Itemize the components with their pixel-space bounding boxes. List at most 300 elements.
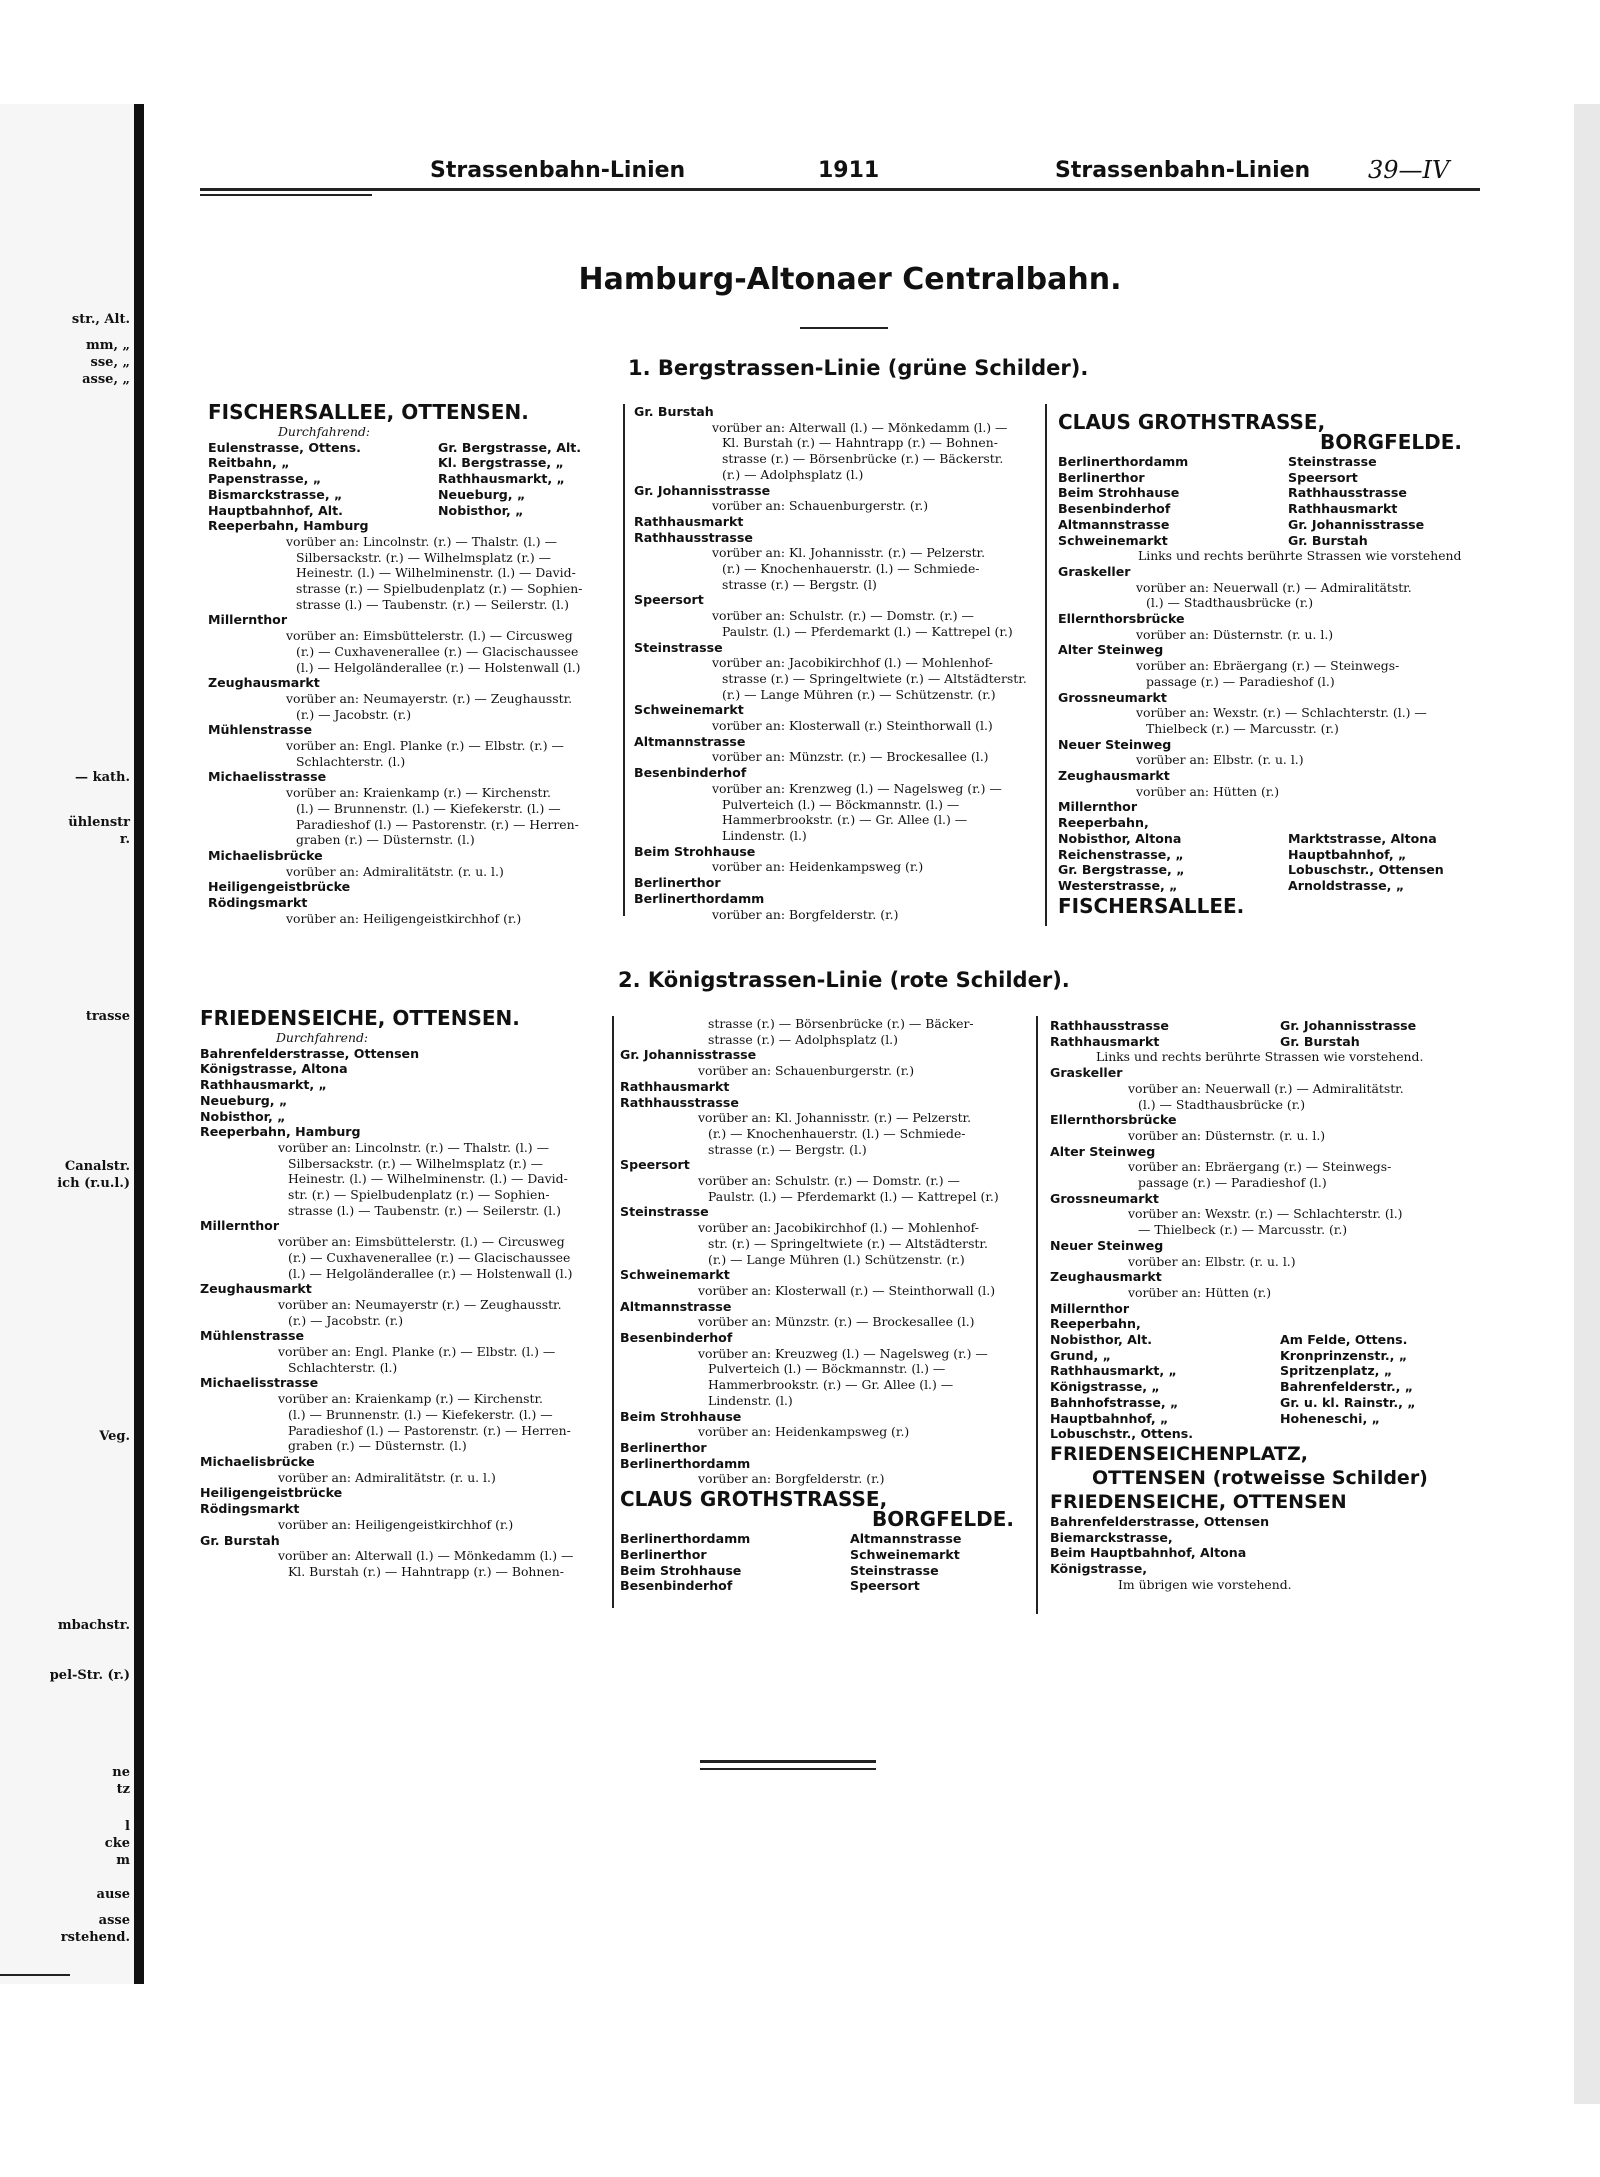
stop: Mühlenstrasse [208, 722, 313, 738]
fragment-text: ne [112, 1765, 130, 1780]
passing-streets: vorüber an: Ebräergang (r.) — Steinwegs- [1128, 1159, 1392, 1175]
passing-streets: vorüber an: Elbstr. (r. u. l.) [1128, 1253, 1296, 1269]
stop-pair [1050, 1348, 1480, 1364]
fragment-text: Canalstr. [64, 1159, 130, 1174]
passing-streets: vorüber an: Düsternstr. (r. u. l.) [1128, 1127, 1326, 1143]
left-page-fragment [0, 104, 134, 1984]
fragment-text: m [116, 1853, 130, 1868]
stop: Zeughausmarkt [1058, 768, 1170, 784]
stop: Besenbinderhof [620, 1578, 733, 1594]
stop: Millernthor [208, 612, 288, 628]
passing-streets: (r.) — Cuxhavenerallee (r.) — Glacischaussee [296, 643, 579, 659]
column-divider [612, 1016, 614, 1608]
passing-streets: (r.) — Knochenhauerstr. (l.) — Schmiede- [722, 561, 980, 577]
passing-streets: vorüber an: Engl. Planke (r.) — Elbstr. (l.) — [278, 1344, 556, 1360]
passing-streets: (l.) — Helgoländerallee (r.) — Holstenwall (l.) [296, 659, 581, 675]
stop: Biemarckstrasse, [1050, 1529, 1173, 1545]
stop: Rathhausstrasse [1050, 1018, 1169, 1033]
stop: Besenbinderhof [1058, 501, 1171, 517]
stop: Gr. Bergstrasse, Alt. [438, 439, 582, 455]
page-number: 39—IV [1368, 156, 1450, 184]
stop: Rathhausstrasse [1288, 485, 1407, 501]
passing-streets: Thielbeck (r.) — Marcusstr. (r.) [1146, 720, 1339, 736]
passing-streets: strasse (r.) — Adolphsplatz (l.) [708, 1031, 898, 1047]
passing-streets: vorüber an: Admiralitätstr. (r. u. l.) [278, 1469, 496, 1485]
stop-pair [1050, 1034, 1480, 1050]
route-terminus: FRIEDENSEICHE, OTTENSEN. [200, 1006, 520, 1030]
passing-streets: (l.) — Stadthausbrücke (r.) [1146, 595, 1314, 611]
stop: Berlinerthordamm [1058, 454, 1189, 469]
stop: Gr. Johannisstrasse [634, 482, 771, 498]
passing-streets: — Thielbeck (r.) — Marcusstr. (r.) [1138, 1222, 1348, 1238]
passing-streets: vorüber an: Kraienkamp (r.) — Kirchenstr. [286, 785, 551, 801]
stop: Rathhausmarkt [620, 1078, 730, 1094]
stop: Steinstrasse [634, 639, 723, 655]
fragment-text: str., Alt. [71, 312, 130, 327]
column-divider [1036, 1016, 1038, 1614]
passing-streets: vorüber an: Heiligengeistkirchhof (r.) [286, 910, 522, 926]
passing-streets: Schlachterstr. (l.) [296, 753, 406, 769]
stop-pair [1050, 1379, 1480, 1395]
line1-column-2 [634, 404, 1054, 922]
passing-streets: (r.) — Jacobstr. (r.) [288, 1312, 404, 1328]
route-terminus: FISCHERSALLEE, OTTENSEN. [208, 400, 529, 424]
passing-streets: passage (r.) — Paradieshof (l.) [1138, 1175, 1327, 1191]
stop: Steinstrasse [620, 1204, 709, 1220]
passing-streets: vorüber an: Heidenkampsweg (r.) [698, 1424, 910, 1440]
stop: Besenbinderhof [620, 1330, 733, 1346]
stop: Ellernthorsbrücke [1050, 1112, 1177, 1128]
stop-pair [208, 440, 628, 456]
passing-streets: vorüber an: Schulstr. (r.) — Domstr. (r.) — [698, 1173, 960, 1189]
stop: Ellernthorsbrücke [1058, 611, 1185, 627]
passing-streets: vorüber an: Schauenburgerstr. (r.) [712, 498, 929, 514]
passing-streets: vorüber an: Kl. Johannisstr. (r.) — Pelzerstr. [712, 545, 986, 561]
passing-streets: vorüber an: Elbstr. (r. u. l.) [1136, 752, 1304, 768]
passing-streets: strasse (r.) — Börsenbrücke (r.) — Bäcker- [708, 1016, 974, 1031]
passing-streets: vorüber an: Neuerwall (r.) — Admiralitätstr. [1128, 1080, 1404, 1096]
passing-streets: (l.) — Helgoländerallee (r.) — Holstenwall (l.) [288, 1265, 573, 1281]
stop: Heiligengeistbrücke [200, 1485, 343, 1501]
passing-streets: str. (r.) — Springeltwiete (r.) — Altstädterstr. [708, 1235, 988, 1251]
passing-streets: Pulverteich (l.) — Böckmannstr. (l.) — [722, 796, 960, 812]
stop: Grossneumarkt [1050, 1190, 1159, 1206]
stop: Rödingsmarkt [208, 895, 308, 911]
stop: Michaelisstrasse [208, 769, 327, 785]
stop: Kl. Bergstrasse, „ [438, 455, 564, 471]
stop: Westerstrasse, „ [1058, 877, 1178, 893]
stop: Schweinemarkt [620, 1267, 730, 1283]
stop: Rathhausmarkt [1050, 1033, 1160, 1049]
stop: Reeperbahn, Hamburg [208, 518, 369, 534]
passing-streets: (r.) — Cuxhavenerallee (r.) — Glacischaussee [288, 1249, 571, 1265]
stop: Altmannstrasse [634, 733, 746, 749]
fragment-rule [0, 1974, 70, 1976]
passing-streets: strasse (r.) — Börsenbrücke (r.) — Bäckerstr. [722, 451, 1004, 467]
stop: Berlinerthordamm [620, 1455, 751, 1471]
stop: Graskeller [1050, 1065, 1123, 1081]
stop: Speersort [850, 1578, 920, 1594]
stop: Reeperbahn, [1050, 1316, 1141, 1332]
passing-streets: Silbersackstr. (r.) — Wilhelmsplatz (r.) — [296, 549, 552, 565]
passing-streets: vorüber an: Wexstr. (r.) — Schlachterstr. (l.) — [1136, 705, 1427, 721]
stop: Altmannstrasse [1058, 516, 1170, 532]
passing-streets: strasse (l.) — Taubenstr. (r.) — Seilerstr. (l.) [296, 596, 569, 612]
stop: Spritzenplatz, „ [1280, 1363, 1393, 1379]
passing-streets: (r.) — Jacobstr. (r.) [296, 706, 412, 722]
passing-streets: vorüber an: Eimsbüttelerstr. (l.) — Circusweg [278, 1234, 565, 1250]
passing-streets: vorüber an: Lincolnstr. (r.) — Thalstr. (l.) — [286, 533, 557, 549]
stop: Beim Strohhause [634, 843, 756, 859]
passing-streets: strasse (r.) — Spielbudenplatz (r.) — Sophien- [296, 581, 583, 597]
stop-pair [1050, 1332, 1480, 1348]
page-edge [1574, 104, 1600, 2104]
stop-pair [1058, 501, 1478, 517]
stop: Hauptbahnhof, „ [1288, 846, 1407, 862]
fragment-text: r. [119, 832, 130, 847]
stop: Am Felde, Ottens. [1280, 1332, 1408, 1348]
stop: Lobuschstr., Ottens. [1050, 1426, 1194, 1442]
end-rule [700, 1768, 876, 1770]
stop: Mühlenstrasse [200, 1328, 305, 1344]
stop: Nobisthor, Alt. [1050, 1332, 1153, 1348]
passing-streets: vorüber an: Kl. Johannisstr. (r.) — Pelzerstr. [698, 1110, 972, 1126]
stop: Zeughausmarkt [208, 675, 320, 691]
stop-pair [1058, 517, 1478, 533]
stop: Nobisthor, Altona [1058, 830, 1182, 846]
route-terminus: CLAUS GROTHSTRASSE, [620, 1487, 888, 1512]
through-label: Durchfahrend: [278, 424, 371, 439]
note-text: Links und rechts berührte Strassen wie vorstehend [1138, 548, 1462, 564]
passing-streets: vorüber an: Heidenkampsweg (r.) [712, 859, 924, 875]
stop: Heiligengeistbrücke [208, 879, 351, 895]
stop: Reichenstrasse, „ [1058, 846, 1184, 862]
passing-streets: vorüber an: Münzstr. (r.) — Brockesallee (l.) [698, 1314, 975, 1330]
fragment-text: cke [104, 1836, 130, 1851]
stop: Schweinemarkt [634, 702, 744, 718]
running-header-right: Strassenbahn-Linien [1055, 158, 1311, 183]
line2-heading: 2. Königstrassen-Linie (rote Schilder). [618, 968, 1070, 992]
stop: Königstrasse, Altona [200, 1061, 348, 1077]
route-terminus: FISCHERSALLEE. [1058, 893, 1245, 918]
fragment-text: tz [116, 1782, 130, 1797]
stop: Alter Steinweg [1050, 1143, 1156, 1159]
stop-pair [1050, 1363, 1480, 1379]
line1-column-3 [1058, 410, 1478, 918]
stop: Neueburg, „ [200, 1092, 288, 1108]
stop: Schweinemarkt [1058, 532, 1168, 548]
passing-streets: vorüber an: Jacobikirchhof (l.) — Mohlenhof- [712, 655, 993, 671]
stop-pair [208, 487, 628, 503]
stop: Papenstrasse, „ [208, 471, 322, 487]
passing-streets: Lindenstr. (l.) [722, 827, 807, 843]
stop: Graskeller [1058, 563, 1131, 579]
stop: Kronprinzenstr., „ [1280, 1347, 1408, 1363]
passing-streets: vorüber an: Kreuzweg (l.) — Nagelsweg (r.) — [698, 1345, 988, 1361]
passing-streets: vorüber an: Borgfelderstr. (r.) [712, 906, 899, 922]
stop: Bahrenfelderstr., „ [1280, 1379, 1414, 1395]
route-terminus: FRIEDENSEICHENPLATZ, [1050, 1442, 1308, 1465]
stop: Altmannstrasse [620, 1298, 732, 1314]
passing-streets: vorüber an: Borgfelderstr. (r.) [698, 1471, 885, 1487]
passing-streets: vorüber an: Alterwall (l.) — Mönkedamm (l.) — [278, 1548, 574, 1564]
stop: Zeughausmarkt [200, 1281, 312, 1297]
passing-streets: graben (r.) — Düsternstr. (l.) [288, 1438, 467, 1454]
route-terminus: OTTENSEN (rotweisse Schilder) [1092, 1466, 1428, 1489]
fragment-text: mbachstr. [57, 1618, 130, 1633]
passing-streets: vorüber an: Lincolnstr. (r.) — Thalstr. (l.) — [278, 1139, 549, 1155]
stop: Altmannstrasse [850, 1531, 962, 1547]
passing-streets: vorüber an: Neumayerstr (r.) — Zeughausstr. [278, 1296, 562, 1312]
stop: Alter Steinweg [1058, 642, 1164, 658]
passing-streets: vorüber an: Klosterwall (r.) Steinthorwall (l.) [712, 718, 993, 734]
stop: Millernthor [1058, 799, 1138, 815]
stop: Gr. Bergstrasse, „ [1058, 862, 1185, 878]
stop-pair [208, 503, 628, 519]
stop: Lobuschstr., Ottensen [1288, 862, 1444, 878]
stop: Berlinerthor [620, 1439, 707, 1455]
stop: Reeperbahn, [1058, 815, 1149, 831]
stop: Berlinerthordamm [634, 890, 765, 906]
passing-streets: vorüber an: Admiralitätstr. (r. u. l.) [286, 863, 504, 879]
passing-streets: (r.) — Adolphsplatz (l.) [722, 466, 864, 482]
line1-column-1 [208, 400, 628, 927]
stop-pair [1050, 1395, 1480, 1411]
stop: Rödingsmarkt [200, 1501, 300, 1517]
stop-pair [1058, 847, 1478, 863]
passing-streets: vorüber an: Neumayerstr. (r.) — Zeughausstr. [286, 690, 573, 706]
fragment-text: rstehend. [60, 1930, 130, 1945]
running-header-left: Strassenbahn-Linien [430, 158, 686, 183]
stop: Bahnhofstrasse, „ [1050, 1394, 1179, 1410]
stop-pair [1058, 533, 1478, 549]
line2-column-2 [620, 1016, 1040, 1594]
stop: Michaelisbrücke [200, 1453, 315, 1469]
stop: Beim Strohhause [620, 1562, 742, 1578]
passing-streets: strasse (r.) — Springeltwiete (r.) — Altstädterstr. [722, 670, 1027, 686]
passing-streets: str. (r.) — Spielbudenplatz (r.) — Sophien- [288, 1187, 550, 1203]
stop: Speersort [620, 1157, 690, 1173]
passing-streets: Paradieshof (l.) — Pastorenstr. (r.) — Herren- [288, 1422, 571, 1438]
stop: Berlinerthor [634, 875, 721, 891]
stop: Königstrasse, [1050, 1561, 1148, 1577]
fragment-text: pel-Str. (r.) [49, 1668, 130, 1683]
passing-streets: Kl. Burstah (r.) — Hahntrapp (r.) — Bohnen- [722, 435, 998, 451]
stop-pair [1058, 454, 1478, 470]
stop: Reitbahn, „ [208, 455, 290, 471]
stop: Rathhausmarkt [1288, 501, 1398, 517]
passing-streets: (l.) — Stadthausbrücke (r.) [1138, 1096, 1306, 1112]
passing-streets: (r.) — Knochenhauerstr. (l.) — Schmiede- [708, 1125, 966, 1141]
stop: Gr. Johannisstrasse [1288, 516, 1425, 532]
passing-streets: Pulverteich (l.) — Böckmannstr. (l.) — [708, 1361, 946, 1377]
stop: Steinstrasse [850, 1562, 939, 1578]
stop: Gr. Johannisstrasse [1280, 1018, 1417, 1033]
passing-streets: Heinestr. (l.) — Wilhelminenstr. (l.) — David- [296, 565, 576, 581]
passing-streets: Lindenstr. (l.) [708, 1392, 793, 1408]
passing-streets: vorüber an: Hütten (r.) [1128, 1284, 1272, 1300]
stop: Neuer Steinweg [1058, 736, 1172, 752]
page-spine [134, 104, 144, 1984]
fragment-text: — kath. [75, 770, 130, 785]
stop: Gr. u. kl. Rainstr., „ [1280, 1394, 1416, 1410]
stop: Speersort [1288, 469, 1358, 485]
fragment-text: asse [98, 1913, 130, 1928]
passing-streets: vorüber an: Ebräergang (r.) — Steinwegs- [1136, 658, 1400, 674]
stop: Neueburg, „ [438, 486, 526, 502]
passing-streets: Paradieshof (l.) — Pastorenstr. (r.) — Herren- [296, 816, 579, 832]
stop: Rathhausstrasse [620, 1094, 739, 1110]
stop: Hauptbahnhof, „ [1050, 1410, 1169, 1426]
passing-streets: vorüber an: Schauenburgerstr. (r.) [698, 1063, 915, 1079]
stop-pair [620, 1578, 1040, 1594]
passing-streets: strasse (r.) — Bergstr. (l) [722, 576, 877, 592]
fragment-text: trasse [85, 1009, 130, 1024]
stop: Zeughausmarkt [1050, 1269, 1162, 1285]
passing-streets: (r.) — Lange Mühren (r.) — Schützenstr. (r.) [722, 686, 996, 702]
passing-streets: vorüber an: Engl. Planke (r.) — Elbstr. (r.) — [286, 738, 564, 754]
stop: Berlinerthor [1058, 469, 1145, 485]
stop: Gr. Burstah [200, 1532, 280, 1548]
stop: Arnoldstrasse, „ [1288, 877, 1405, 893]
stop: Marktstrasse, Altona [1288, 830, 1437, 846]
stop: Berlinerthordamm [620, 1531, 751, 1547]
header-rule-short [200, 194, 372, 196]
passing-streets: vorüber an: Neuerwall (r.) — Admiralitätstr. [1136, 579, 1412, 595]
stop: Hauptbahnhof, Alt. [208, 502, 343, 518]
passing-streets: Silbersackstr. (r.) — Wilhelmsplatz (r.) — [288, 1155, 544, 1171]
stop: Hoheneschi, „ [1280, 1410, 1380, 1426]
column-divider [623, 404, 625, 916]
stop: Besenbinderhof [634, 765, 747, 781]
stop: Millernthor [1050, 1300, 1130, 1316]
stop: Nobisthor, „ [200, 1108, 286, 1124]
stop: Nobisthor, „ [438, 502, 524, 518]
passing-streets: vorüber an: Krenzweg (l.) — Nagelsweg (r.) — [712, 780, 1002, 796]
stop: Rathhausmarkt, „ [438, 471, 565, 487]
passing-streets: vorüber an: Jacobikirchhof (l.) — Mohlenhof- [698, 1220, 979, 1236]
line2-column-3 [1050, 1018, 1480, 1593]
route-terminus: CLAUS GROTHSTRASSE, [1058, 410, 1326, 434]
passing-streets: vorüber an: Düsternstr. (r. u. l.) [1136, 626, 1334, 642]
stop: Michaelisstrasse [200, 1375, 319, 1391]
stop: Speersort [634, 592, 704, 608]
stop-pair [1050, 1018, 1480, 1034]
column-divider [1045, 404, 1047, 926]
stop-pair [1058, 470, 1478, 486]
stop-pair [620, 1547, 1040, 1563]
end-rule [700, 1760, 876, 1763]
stop-pair [620, 1563, 1040, 1579]
passing-streets: graben (r.) — Düsternstr. (l.) [296, 832, 475, 848]
stop: Eulenstrasse, Ottens. [208, 439, 361, 455]
stop-pair [208, 471, 628, 487]
passing-streets: vorüber an: Klosterwall (r.) — Steinthorwall (l.) [698, 1282, 996, 1298]
stop: Grund, „ [1050, 1347, 1111, 1363]
stop: Schweinemarkt [850, 1546, 960, 1562]
note-text: Im übrigen wie vorstehend. [1118, 1576, 1292, 1592]
passing-streets: (r.) — Lange Mühren (l.) Schützenstr. (r.) [708, 1251, 965, 1267]
stop-pair [1058, 831, 1478, 847]
stop-pair [1058, 862, 1478, 878]
stop: Michaelisbrücke [208, 847, 323, 863]
line2-column-1 [200, 1006, 620, 1580]
stop: Berlinerthor [620, 1546, 707, 1562]
passing-streets: vorüber an: Wexstr. (r.) — Schlachterstr. (l.) [1128, 1206, 1403, 1222]
passing-streets: Kl. Burstah (r.) — Hahntrapp (r.) — Bohnen- [288, 1563, 564, 1579]
fragment-text: asse, „ [82, 372, 130, 387]
passing-streets: passage (r.) — Paradieshof (l.) [1146, 673, 1335, 689]
stop: Gr. Johannisstrasse [620, 1047, 757, 1063]
route-terminus: BORGFELDE. [872, 1507, 1014, 1532]
fragment-text: l [125, 1819, 130, 1834]
stop: Gr. Burstah [1280, 1033, 1360, 1049]
passing-streets: strasse (r.) — Bergstr. (l.) [708, 1141, 867, 1157]
passing-streets: strasse (l.) — Taubenstr. (r.) — Seilerstr. (l.) [288, 1202, 561, 1218]
passing-streets: Hammerbrookstr. (r.) — Gr. Allee (l.) — [722, 812, 968, 828]
header-rule [200, 188, 1480, 191]
passing-streets: vorüber an: Eimsbüttelerstr. (l.) — Circusweg [286, 628, 573, 644]
stop-pair [1058, 878, 1478, 894]
fragment-text: ich (r.u.l.) [57, 1176, 130, 1191]
stop: Bismarckstrasse, „ [208, 486, 343, 502]
note-text: Links und rechts berührte Strassen wie vorstehend. [1096, 1049, 1424, 1065]
page-title: Hamburg-Altonaer Centralbahn. [578, 262, 1122, 297]
passing-streets: vorüber an: Münzstr. (r.) — Brockesallee (l.) [712, 749, 989, 765]
stop-pair [1058, 485, 1478, 501]
stop-pair [1050, 1411, 1480, 1427]
stop: Grossneumarkt [1058, 689, 1167, 705]
stop: Gr. Burstah [634, 404, 714, 419]
running-header-year: 1911 [818, 158, 880, 183]
passing-streets: Paulstr. (l.) — Pferdemarkt (l.) — Kattrepel (r.) [722, 623, 1013, 639]
stop-pair [208, 455, 628, 471]
passing-streets: vorüber an: Schulstr. (r.) — Domstr. (r.) — [712, 608, 974, 624]
stop: Neuer Steinweg [1050, 1237, 1164, 1253]
stop: Reeperbahn, Hamburg [200, 1124, 361, 1140]
passing-streets: vorüber an: Hütten (r.) [1136, 783, 1280, 799]
title-rule [800, 327, 888, 329]
fragment-text: Veg. [99, 1429, 130, 1444]
through-label: Durchfahrend: [276, 1030, 369, 1045]
fragment-text: ause [96, 1887, 130, 1902]
passing-streets: Hammerbrookstr. (r.) — Gr. Allee (l.) — [708, 1377, 954, 1393]
stop: Steinstrasse [1288, 454, 1377, 469]
stop-pair [620, 1531, 1040, 1547]
stop: Beim Strohhause [620, 1408, 742, 1424]
passing-streets: (l.) — Brunnenstr. (l.) — Kiefekerstr. (l.) — [288, 1406, 553, 1422]
stop: Gr. Burstah [1288, 532, 1368, 548]
line1-heading: 1. Bergstrassen-Linie (grüne Schilder). [628, 356, 1089, 380]
stop: Beim Strohhause [1058, 485, 1180, 501]
fragment-text: ühlenstr [68, 815, 130, 830]
passing-streets: Heinestr. (l.) — Wilhelminenstr. (l.) — David- [288, 1171, 568, 1187]
stop: Millernthor [200, 1218, 280, 1234]
passing-streets: Schlachterstr. (l.) [288, 1359, 398, 1375]
stop: Königstrasse, „ [1050, 1379, 1160, 1395]
stop: Rathhausmarkt [634, 513, 744, 529]
passing-streets: vorüber an: Alterwall (l.) — Mönkedamm (l.) — [712, 419, 1008, 435]
passing-streets: vorüber an: Heiligengeistkirchhof (r.) [278, 1516, 514, 1532]
stop: Beim Hauptbahnhof, Altona [1050, 1545, 1247, 1561]
stop: Bahrenfelderstrasse, Ottensen [200, 1045, 420, 1061]
passing-streets: Paulstr. (l.) — Pferdemarkt (l.) — Kattrepel (r.) [708, 1188, 999, 1204]
route-terminus: FRIEDENSEICHE, OTTENSEN [1050, 1490, 1347, 1513]
passing-streets: (l.) — Brunnenstr. (l.) — Kiefekerstr. (l.) — [296, 800, 561, 816]
passing-streets: vorüber an: Kraienkamp (r.) — Kirchenstr. [278, 1391, 543, 1407]
fragment-text: mm, „ [85, 338, 130, 353]
stop: Bahrenfelderstrasse, Ottensen [1050, 1513, 1270, 1529]
